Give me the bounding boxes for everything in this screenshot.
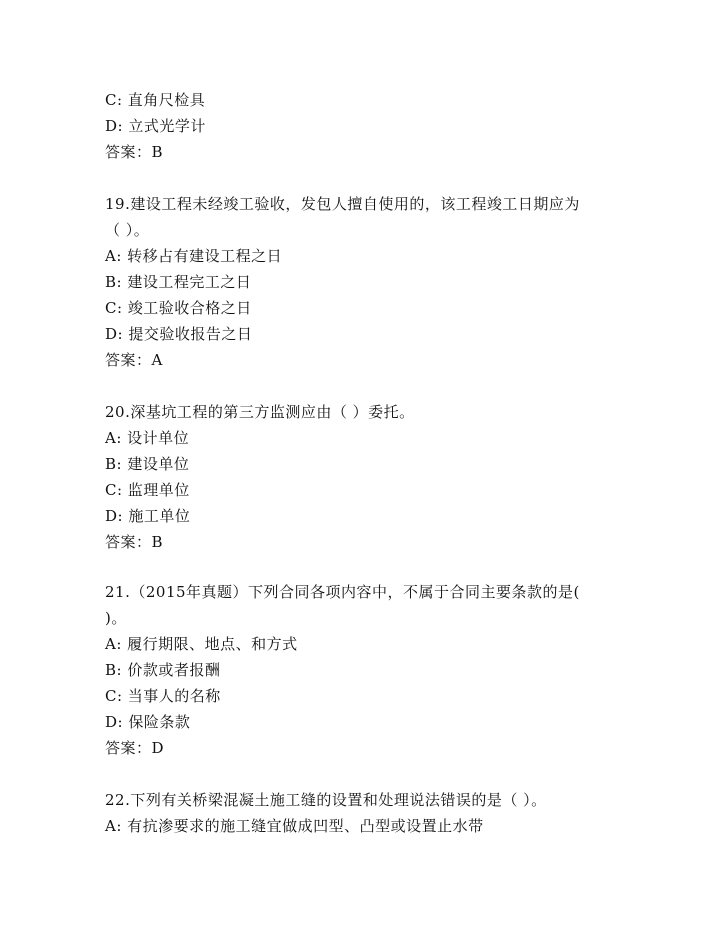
option-d: D: 提交验收报告之日 (105, 325, 253, 343)
question-22 (105, 787, 625, 839)
question-text: 20.深基坑工程的第三方监测应由（ ）委托。 (105, 403, 415, 421)
option-b: B: 价款或者报酬 (105, 661, 221, 679)
answer: 答案：B (105, 143, 164, 161)
option-a: A: 转移占有建设工程之日 (105, 247, 283, 265)
option-c: C: 当事人的名称 (105, 687, 221, 705)
option-a: A: 设计单位 (105, 429, 190, 447)
question-text: 22.下列有关桥梁混凝土施工缝的设置和处理说法错误的是（ ）。 (105, 791, 547, 809)
answer: 答案：B (105, 533, 164, 551)
question-text-cont: （ ）。 (105, 221, 150, 239)
question-continuation (105, 87, 625, 165)
option-a: A: 有抗渗要求的施工缝宜做成凹型、凸型或设置止水带 (105, 817, 484, 835)
option-d: D: 立式光学计 (105, 117, 206, 135)
question-19 (105, 191, 625, 373)
option-c: C: 竣工验收合格之日 (105, 299, 252, 317)
answer: 答案：A (105, 351, 163, 369)
question-20 (105, 399, 625, 555)
question-text-cont: )。 (105, 609, 127, 627)
question-text: 21.（2015年真题）下列合同各项内容中，不属于合同主要条款的是( (105, 583, 580, 601)
question-21 (105, 579, 625, 761)
option-a: A: 履行期限、地点、和方式 (105, 635, 298, 653)
answer: 答案：D (105, 739, 165, 757)
option-c: C: 监理单位 (105, 481, 190, 499)
option-d: D: 施工单位 (105, 507, 191, 525)
question-text: 19.建设工程未经竣工验收，发包人擅自使用的，该工程竣工日期应为 (105, 195, 580, 213)
option-b: B: 建设工程完工之日 (105, 273, 252, 291)
option-d: D: 保险条款 (105, 713, 191, 731)
option-b: B: 建设单位 (105, 455, 190, 473)
option-c: C: 直角尺检具 (105, 91, 206, 109)
